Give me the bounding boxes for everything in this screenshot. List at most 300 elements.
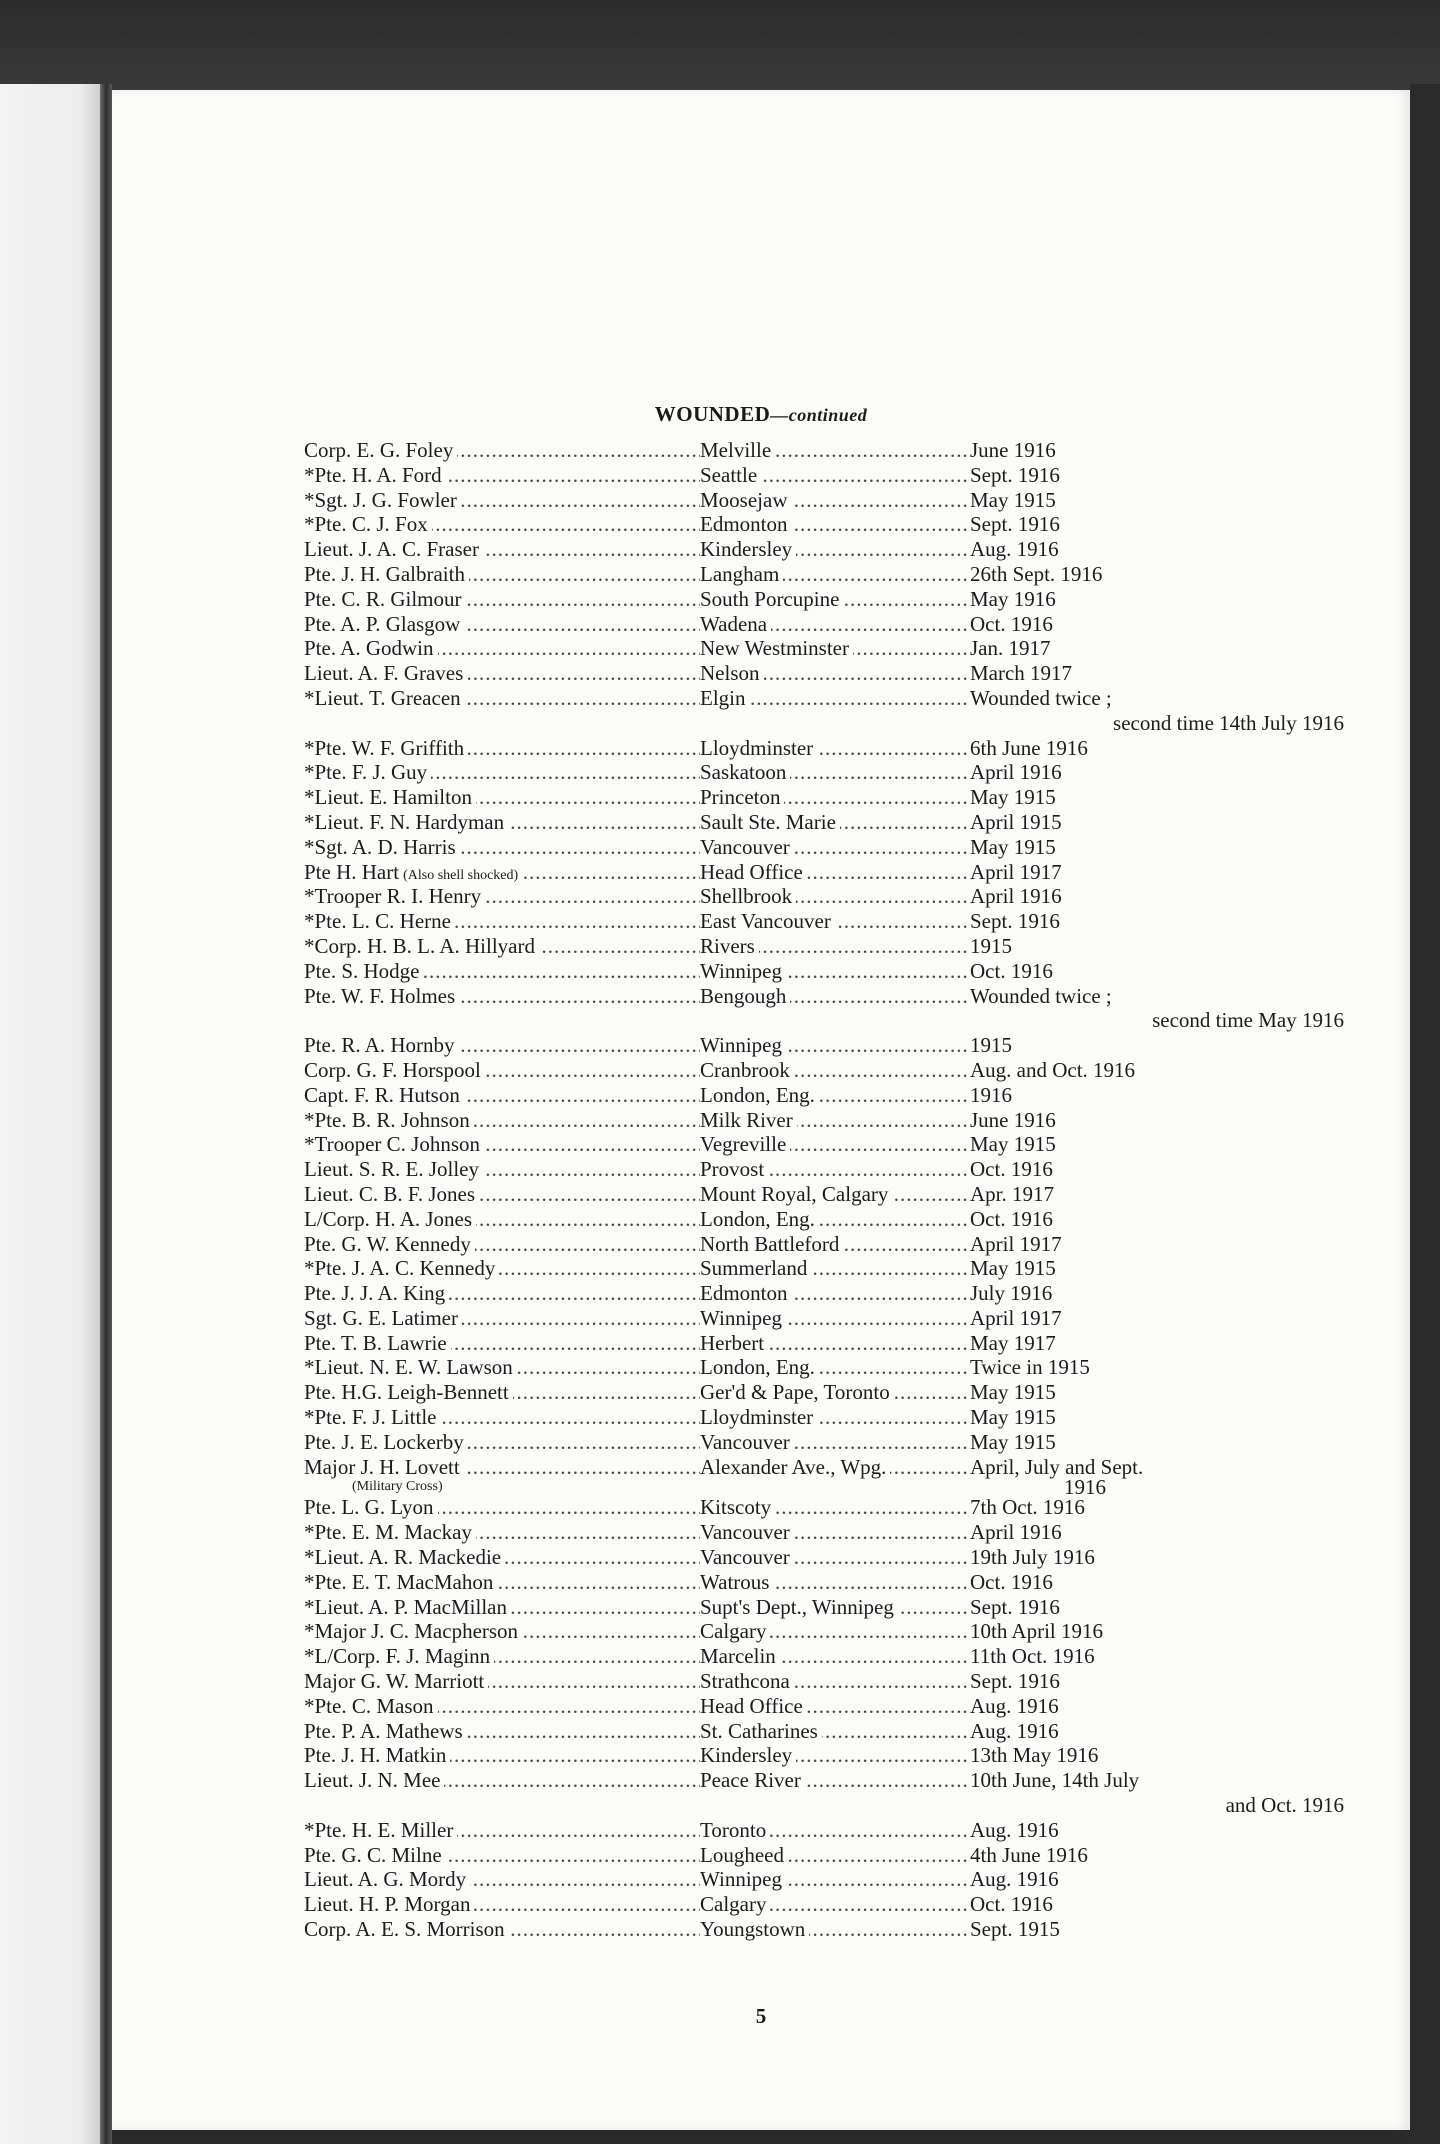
entry-location-cell xyxy=(700,661,970,686)
entry-name-cell xyxy=(304,587,700,612)
list-item xyxy=(304,1232,1344,1257)
entry-date: Oct. 1916 xyxy=(970,1892,1053,1917)
entry-name: Pte. H.G. Leigh-Bennett xyxy=(304,1380,513,1404)
entry-location: Watrous xyxy=(700,1570,773,1594)
entry-location: Kitscoty xyxy=(700,1495,775,1519)
entry-location-cell xyxy=(700,1306,970,1331)
entry-location: Saskatoon xyxy=(700,760,790,784)
entry-location-cell xyxy=(700,1545,970,1570)
entry-location: Lougheed xyxy=(700,1843,788,1867)
list-item xyxy=(304,835,1344,860)
entry-location: Head Office xyxy=(700,860,807,884)
entry-continuation-line xyxy=(304,1008,1344,1033)
entry-date: 11th Oct. 1916 xyxy=(970,1644,1095,1669)
entry-date: April 1916 xyxy=(970,1520,1062,1545)
list-item xyxy=(304,512,1344,537)
entry-date: 1915 xyxy=(970,933,1012,958)
entry-name-cell xyxy=(304,959,700,984)
entry-name: Major J. H. Lovett xyxy=(304,1455,464,1479)
entry-location-cell xyxy=(700,1719,970,1744)
entry-location-cell xyxy=(700,1331,970,1356)
entry-name: Lieut. J. N. Mee xyxy=(304,1768,444,1792)
entry-name: Corp. E. G. Foley xyxy=(304,438,457,462)
entry-name: *Lieut. T. Greacen xyxy=(304,686,465,710)
entry-subnote-row xyxy=(304,1475,1344,1500)
entry-name: Lieut. A. F. Graves xyxy=(304,661,467,685)
entry-name: Pte. C. R. Gilmour xyxy=(304,587,466,611)
list-item xyxy=(304,587,1344,612)
list-item xyxy=(304,1207,1344,1232)
entry-date: Aug. 1916 xyxy=(970,1867,1059,1892)
entry-name-cell xyxy=(304,1256,700,1281)
entry-location-cell xyxy=(700,884,970,909)
entry-date: Sept. 1916 xyxy=(970,512,1060,537)
entry-location-cell xyxy=(700,488,970,513)
entry-date: April 1917 xyxy=(970,1231,1062,1256)
list-item xyxy=(304,636,1344,661)
entry-date: 19th July 1916 xyxy=(970,1545,1095,1570)
list-item xyxy=(304,1917,1344,1942)
entry-date: Oct. 1916 xyxy=(970,1157,1053,1182)
entry-location-cell xyxy=(700,562,970,587)
entry-date: Aug. 1916 xyxy=(970,537,1059,562)
entry-name: Pte. A. P. Glasgow xyxy=(304,612,464,636)
entry-location: Youngstown xyxy=(700,1917,809,1941)
entry-name: Corp. G. F. Horspool xyxy=(304,1058,485,1082)
list-item xyxy=(304,1595,1344,1620)
list-item xyxy=(304,562,1344,587)
entry-name-cell xyxy=(304,512,700,537)
list-item xyxy=(304,1768,1344,1793)
entry-name: *Pte. L. C. Herne xyxy=(304,909,455,933)
list-item xyxy=(304,1157,1344,1182)
entry-date-continued: second time May 1916 xyxy=(1152,1008,1344,1033)
list-item xyxy=(304,1256,1344,1281)
list-item xyxy=(304,1570,1344,1595)
entry-date: Sept. 1916 xyxy=(970,462,1060,487)
list-item xyxy=(304,1867,1344,1892)
entry-name-cell xyxy=(304,1719,700,1744)
entry-name: *Sgt. J. G. Fowler xyxy=(304,488,461,512)
entry-name-cell xyxy=(304,1892,700,1917)
entry-name-cell xyxy=(304,1132,700,1157)
entry-name-cell xyxy=(304,1182,700,1207)
entry-name-cell xyxy=(304,1545,700,1570)
entry-date: May 1915 xyxy=(970,1132,1056,1157)
entry-date: May 1915 xyxy=(970,487,1056,512)
entry-location: Supt's Dept., Winnipeg xyxy=(700,1595,898,1619)
entry-name: Pte. J. J. A. King xyxy=(304,1281,449,1305)
list-item xyxy=(304,785,1344,810)
entry-location-cell xyxy=(700,1033,970,1058)
entry-name: Pte. A. Godwin xyxy=(304,636,438,660)
entry-location-cell xyxy=(700,736,970,761)
list-item xyxy=(304,810,1344,835)
entry-name: *Lieut. F. N. Hardyman xyxy=(304,810,508,834)
entry-location: Lloydminster xyxy=(700,1405,817,1429)
entry-location-cell xyxy=(700,537,970,562)
document-page xyxy=(112,90,1410,2130)
entry-date: April 1915 xyxy=(970,809,1062,834)
entry-date: Oct. 1916 xyxy=(970,1569,1053,1594)
entry-name: *Pte. H. E. Miller xyxy=(304,1818,457,1842)
entry-location: Cranbrook xyxy=(700,1058,794,1082)
entry-location: Rivers xyxy=(700,934,759,958)
entry-location: Vancouver xyxy=(700,1430,794,1454)
entry-name-cell xyxy=(304,1818,700,1843)
entry-date: May 1915 xyxy=(970,834,1056,859)
entry-name-cell xyxy=(304,562,700,587)
entry-location: Melville xyxy=(700,438,775,462)
entry-location-cell xyxy=(700,1669,970,1694)
entry-name-cell xyxy=(304,1520,700,1545)
entry-location-cell xyxy=(700,1595,970,1620)
list-item xyxy=(304,661,1344,686)
list-item xyxy=(304,463,1344,488)
entry-location-cell xyxy=(700,1867,970,1892)
list-item xyxy=(304,1033,1344,1058)
entry-location-cell xyxy=(700,760,970,785)
list-item xyxy=(304,1182,1344,1207)
list-item xyxy=(304,1083,1344,1108)
entry-name: *Pte. E. M. Mackay xyxy=(304,1520,476,1544)
entry-name-cell xyxy=(304,1570,700,1595)
entry-location-cell xyxy=(700,934,970,959)
entry-name-cell xyxy=(304,537,700,562)
entry-name-cell xyxy=(304,984,700,1009)
entry-name: *Lieut. N. E. W. Lawson xyxy=(304,1355,517,1379)
heading-title: WOUNDED xyxy=(654,402,771,426)
entry-date: 6th June 1916 xyxy=(970,735,1088,760)
entry-name-cell xyxy=(304,1743,700,1768)
list-item xyxy=(304,1892,1344,1917)
entry-name-cell xyxy=(304,1355,700,1380)
entry-location: Vancouver xyxy=(700,835,794,859)
entry-location: Sault Ste. Marie xyxy=(700,810,840,834)
entry-name: Pte. G. W. Kennedy xyxy=(304,1232,475,1256)
entry-name-cell xyxy=(304,1281,700,1306)
entry-location: Edmonton xyxy=(700,1281,792,1305)
entry-name-cell xyxy=(304,1380,700,1405)
entry-location: Kindersley xyxy=(700,537,796,561)
entry-location: Herbert xyxy=(700,1331,768,1355)
entry-name-cell xyxy=(304,1867,700,1892)
entry-name: Pte. L. G. Lyon xyxy=(304,1495,438,1519)
entry-date: May 1915 xyxy=(970,1380,1056,1405)
entry-date: May 1915 xyxy=(970,1256,1056,1281)
entry-location-cell xyxy=(700,1380,970,1405)
entry-location-cell xyxy=(700,612,970,637)
entry-location-cell xyxy=(700,1058,970,1083)
entry-name-cell xyxy=(304,1495,700,1520)
entry-name: Pte. J. H. Matkin xyxy=(304,1743,450,1767)
entry-location: Nelson xyxy=(700,661,764,685)
entry-date: April 1917 xyxy=(970,859,1062,884)
list-item xyxy=(304,1430,1344,1455)
entry-name-cell xyxy=(304,1058,700,1083)
list-item xyxy=(304,1108,1344,1133)
entry-name: Pte. T. B. Lawrie xyxy=(304,1331,451,1355)
list-item xyxy=(304,934,1344,959)
entry-location: North Battleford xyxy=(700,1232,843,1256)
list-item xyxy=(304,1380,1344,1405)
entry-location: Vegreville xyxy=(700,1132,790,1156)
entry-name: *Major J. C. Macpherson xyxy=(304,1619,522,1643)
entry-name-cell xyxy=(304,1157,700,1182)
entry-name-cell xyxy=(304,736,700,761)
entry-name-cell xyxy=(304,909,700,934)
entry-name-cell xyxy=(304,488,700,513)
entry-name-cell xyxy=(304,686,700,711)
entry-location: London, Eng. xyxy=(700,1083,819,1107)
list-item xyxy=(304,1719,1344,1744)
entry-date: 4th June 1916 xyxy=(970,1842,1088,1867)
entry-location: Milk River xyxy=(700,1108,797,1132)
entry-name: *Pte. W. F. Griffith xyxy=(304,736,468,760)
list-item xyxy=(304,884,1344,909)
entry-date: Aug. 1916 xyxy=(970,1718,1059,1743)
list-item xyxy=(304,1545,1344,1570)
entry-location: Peace River xyxy=(700,1768,805,1792)
entry-name: Pte. G. C. Milne xyxy=(304,1843,446,1867)
entry-name: *Trooper C. Johnson xyxy=(304,1132,484,1156)
entry-location: New Westminster xyxy=(700,636,853,660)
entry-name-cell xyxy=(304,835,700,860)
entry-date-continued: and Oct. 1916 xyxy=(1225,1793,1344,1818)
entry-name-cell xyxy=(304,636,700,661)
entry-name: Pte. S. Hodge xyxy=(304,959,424,983)
entry-date: Aug. and Oct. 1916 xyxy=(970,1057,1136,1082)
entry-location-cell xyxy=(700,1495,970,1520)
entry-date: May 1916 xyxy=(970,586,1056,611)
list-item xyxy=(304,1306,1344,1331)
entry-date: April 1917 xyxy=(970,1305,1062,1330)
section-heading xyxy=(112,402,1410,427)
entry-date: Aug. 1916 xyxy=(970,1817,1059,1842)
entry-name-cell xyxy=(304,463,700,488)
entry-location: Provost xyxy=(700,1157,768,1181)
entry-location: Summerland xyxy=(700,1256,811,1280)
entry-name: *Sgt. A. D. Harris xyxy=(304,835,460,859)
entry-location-cell xyxy=(700,1207,970,1232)
entry-name-cell xyxy=(304,1669,700,1694)
entry-location-cell xyxy=(700,1132,970,1157)
entry-date: 1915 xyxy=(970,1033,1012,1058)
list-item xyxy=(304,1694,1344,1719)
entry-location-cell xyxy=(700,984,970,1009)
entry-location-cell xyxy=(700,959,970,984)
list-item xyxy=(304,984,1344,1009)
entry-name: *L/Corp. F. J. Maginn xyxy=(304,1644,494,1668)
list-item xyxy=(304,909,1344,934)
list-item xyxy=(304,612,1344,637)
entry-date: April 1916 xyxy=(970,884,1062,909)
entry-name-cell xyxy=(304,1232,700,1257)
entry-name-cell xyxy=(304,661,700,686)
entry-location-cell xyxy=(700,1843,970,1868)
entry-date: Oct. 1916 xyxy=(970,958,1053,983)
entry-date: Twice in 1915 xyxy=(970,1355,1090,1380)
entry-location: Ger'd & Pape, Toronto xyxy=(700,1380,894,1404)
entry-location-cell xyxy=(700,1743,970,1768)
entry-name: Pte. J. E. Lockerby xyxy=(304,1430,468,1454)
list-item xyxy=(304,760,1344,785)
entry-name-cell xyxy=(304,810,700,835)
list-item xyxy=(304,1495,1344,1520)
entry-location-cell xyxy=(700,1355,970,1380)
entry-name: Sgt. G. E. Latimer xyxy=(304,1306,462,1330)
entry-name: Lieut. J. A. C. Fraser xyxy=(304,537,483,561)
entry-name: Pte. W. F. Holmes xyxy=(304,984,459,1008)
entry-date: 13th May 1916 xyxy=(970,1743,1099,1768)
entry-date: Wounded twice ; xyxy=(970,983,1112,1008)
entry-location: Vancouver xyxy=(700,1520,794,1544)
entry-name: Pte. J. H. Galbraith xyxy=(304,562,469,586)
entry-name: Capt. F. R. Hutson xyxy=(304,1083,464,1107)
entry-location: Edmonton xyxy=(700,512,792,536)
entry-name-cell xyxy=(304,760,700,785)
entry-location: St. Catharines xyxy=(700,1719,822,1743)
entry-name-cell xyxy=(304,785,700,810)
entry-name-cell xyxy=(304,1083,700,1108)
entry-date: July 1916 xyxy=(970,1281,1053,1306)
entry-name: *Pte. E. T. MacMahon xyxy=(304,1570,497,1594)
entry-date: Aug. 1916 xyxy=(970,1693,1059,1718)
entry-date: April 1916 xyxy=(970,760,1062,785)
list-item xyxy=(304,1132,1344,1157)
entry-location: Head Office xyxy=(700,1694,807,1718)
entry-date: 10th April 1916 xyxy=(970,1619,1104,1644)
entry-date-continued: 1916 xyxy=(1064,1475,1106,1500)
entry-name-cell xyxy=(304,1306,700,1331)
entry-name: *Pte. B. R. Johnson xyxy=(304,1108,474,1132)
entry-date: May 1915 xyxy=(970,785,1056,810)
entry-name-cell xyxy=(304,1108,700,1133)
list-item xyxy=(304,1619,1344,1644)
entry-location-cell xyxy=(700,1281,970,1306)
entry-name-cell xyxy=(304,1033,700,1058)
list-item xyxy=(304,488,1344,513)
entry-location-cell xyxy=(700,1430,970,1455)
entry-name: *Pte. F. J. Guy xyxy=(304,760,431,784)
heading-continued: —continued xyxy=(770,405,868,425)
entry-location: East Vancouver xyxy=(700,909,835,933)
entry-location-cell xyxy=(700,1892,970,1917)
entry-location: Princeton xyxy=(700,785,784,809)
entry-location: Winnipeg xyxy=(700,959,786,983)
entry-location: Mount Royal, Calgary xyxy=(700,1182,892,1206)
list-item xyxy=(304,1455,1344,1480)
entry-date: May 1915 xyxy=(970,1405,1056,1430)
entry-continuation-line xyxy=(304,711,1344,736)
entry-location-cell xyxy=(700,512,970,537)
entry-location: Bengough xyxy=(700,984,790,1008)
entry-date: 1916 xyxy=(970,1082,1012,1107)
entry-location: Lloydminster xyxy=(700,736,817,760)
entry-subnote: (Military Cross) xyxy=(352,1479,443,1495)
entry-name-cell xyxy=(304,1619,700,1644)
entry-name: L/Corp. H. A. Jones xyxy=(304,1207,476,1231)
entry-location: Elgin xyxy=(700,686,750,710)
list-item xyxy=(304,1281,1344,1306)
book-gutter xyxy=(100,84,112,2144)
entry-name-cell xyxy=(304,1644,700,1669)
entry-name: Lieut. S. R. E. Jolley xyxy=(304,1157,483,1181)
entry-date-continued: second time 14th July 1916 xyxy=(1113,710,1344,735)
entry-location: Strathcona xyxy=(700,1669,794,1693)
entry-date: March 1917 xyxy=(970,661,1073,686)
entry-name: Pte H. Hart xyxy=(304,860,403,884)
list-item xyxy=(304,1818,1344,1843)
entry-date: 26th Sept. 1916 xyxy=(970,561,1103,586)
entry-location-cell xyxy=(700,1083,970,1108)
entry-location-cell xyxy=(700,909,970,934)
entry-location: Toronto xyxy=(700,1818,770,1842)
entry-date: May 1917 xyxy=(970,1330,1056,1355)
entry-date: Sept. 1915 xyxy=(970,1917,1060,1942)
entry-location-cell xyxy=(700,1694,970,1719)
entry-name-cell xyxy=(304,1595,700,1620)
list-item xyxy=(304,1405,1344,1430)
list-item xyxy=(304,959,1344,984)
left-page-edge xyxy=(0,84,100,2144)
entry-name: *Lieut. A. R. Mackedie xyxy=(304,1545,505,1569)
entry-location-cell xyxy=(700,1182,970,1207)
entry-date: 7th Oct. 1916 xyxy=(970,1495,1085,1520)
entry-name: *Lieut. A. P. MacMillan xyxy=(304,1595,511,1619)
entry-date: Wounded twice ; xyxy=(970,685,1112,710)
entry-date: Sept. 1916 xyxy=(970,909,1060,934)
entry-date: Sept. 1916 xyxy=(970,1594,1060,1619)
entry-location-cell xyxy=(700,1455,970,1480)
entry-continuation-line xyxy=(304,1793,1344,1818)
entry-location-cell xyxy=(700,1232,970,1257)
entry-location: Vancouver xyxy=(700,1545,794,1569)
entry-location-cell xyxy=(700,1619,970,1644)
entry-name-cell xyxy=(304,1694,700,1719)
list-item xyxy=(304,1669,1344,1694)
entry-location: London, Eng. xyxy=(700,1207,819,1231)
entry-name-cell xyxy=(304,884,700,909)
entry-location: Wadena xyxy=(700,612,771,636)
entry-location-cell xyxy=(700,1917,970,1942)
entry-location-cell xyxy=(700,1520,970,1545)
entry-name-cell xyxy=(304,1917,700,1942)
entry-location-cell xyxy=(700,1405,970,1430)
entry-location: Calgary xyxy=(700,1892,770,1916)
entry-name-cell xyxy=(304,1455,700,1480)
entry-date: 10th June, 14th July xyxy=(970,1768,1140,1793)
entry-name-cell xyxy=(304,438,700,463)
entry-name: *Pte. C. J. Fox xyxy=(304,512,432,536)
entry-location: Alexander Ave., Wpg. xyxy=(700,1455,890,1479)
entry-location-cell xyxy=(700,1644,970,1669)
entry-location-cell xyxy=(700,860,970,885)
list-item xyxy=(304,537,1344,562)
entry-location-cell xyxy=(700,810,970,835)
list-item xyxy=(304,1743,1344,1768)
entry-location-cell xyxy=(700,1818,970,1843)
entry-location: Seattle xyxy=(700,463,761,487)
entry-name: *Corp. H. B. L. A. Hillyard xyxy=(304,934,539,958)
list-item xyxy=(304,736,1344,761)
entry-name: *Pte. H. A. Ford xyxy=(304,463,446,487)
list-item xyxy=(304,1644,1344,1669)
entry-location: Shellbrook xyxy=(700,884,796,908)
entry-name: *Pte. F. J. Little xyxy=(304,1405,441,1429)
list-item xyxy=(304,1331,1344,1356)
entry-name-cell xyxy=(304,934,700,959)
